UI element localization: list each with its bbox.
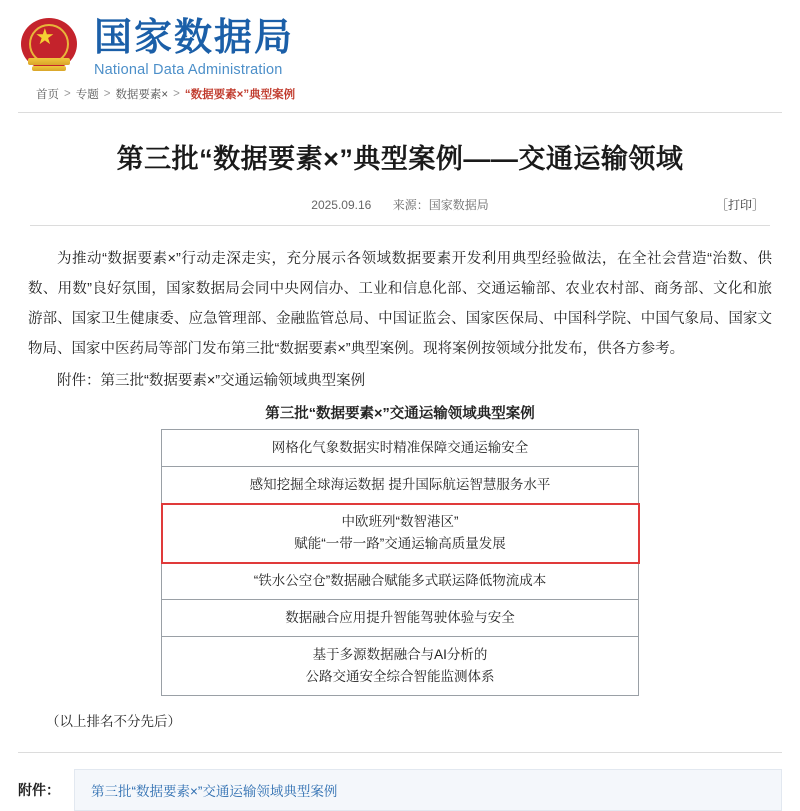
site-title-block bbox=[94, 10, 294, 78]
site-header bbox=[0, 0, 800, 78]
case-cell: “铁水公空仓”数据融合赋能多式联运降低物流成本 bbox=[162, 563, 639, 600]
publish-date: 2025.09.16 bbox=[311, 198, 372, 212]
attachment-section bbox=[0, 769, 800, 811]
article-body bbox=[28, 244, 772, 364]
table-row-highlighted[interactable] bbox=[162, 504, 639, 563]
article-attachment-line: 附件：第三批“数据要素×”交通运输领域典型案例 bbox=[57, 373, 366, 389]
breadcrumb-item-current: “数据要素×”典型案例 bbox=[184, 89, 296, 101]
case-cell bbox=[162, 637, 639, 696]
article-source: 来源：国家数据局 bbox=[392, 198, 489, 212]
table-row[interactable] bbox=[162, 600, 639, 637]
case-cell-line: 中欧班列“数智港区” bbox=[341, 514, 459, 529]
breadcrumb-separator: > bbox=[64, 88, 71, 100]
site-title-en: National Data Administration bbox=[94, 62, 283, 78]
site-title-cn: 国家数据局 bbox=[94, 17, 295, 59]
article bbox=[0, 137, 800, 730]
breadcrumb-item-topic[interactable]: 专题 bbox=[75, 89, 99, 101]
page-title: 第三批“数据要素×”典型案例——交通运输领域 bbox=[116, 144, 684, 174]
footer-divider bbox=[18, 752, 782, 753]
case-cell-line: 公路交通安全综合智能监测体系 bbox=[305, 669, 495, 684]
attachment-link[interactable]: 第三批“数据要素×”交通运输领域典型案例 bbox=[91, 784, 338, 799]
case-cell bbox=[162, 504, 639, 563]
case-table bbox=[161, 429, 639, 696]
table-title: 第三批“数据要素×”交通运输领域典型案例 bbox=[265, 406, 535, 422]
breadcrumb-item-data-element[interactable]: 数据要素× bbox=[115, 89, 169, 101]
attachment-label: 附件： bbox=[18, 782, 60, 798]
table-row[interactable] bbox=[162, 563, 639, 600]
case-cell: 数据融合应用提升智能驾驶体验与安全 bbox=[162, 600, 639, 637]
header-divider bbox=[18, 112, 782, 113]
article-meta bbox=[28, 196, 772, 213]
national-emblem-icon bbox=[18, 14, 80, 76]
meta-divider bbox=[30, 225, 770, 226]
ranking-note: （以上排名不分先后） bbox=[46, 714, 181, 729]
print-button[interactable]: ［打印］ bbox=[715, 198, 764, 212]
case-cell-line: 赋能“一带一路”交通运输高质量发展 bbox=[294, 536, 506, 551]
case-cell: 感知挖掘全球海运数据 提升国际航运智慧服务水平 bbox=[162, 467, 639, 504]
case-cell: 网格化气象数据实时精准保障交通运输安全 bbox=[162, 430, 639, 467]
table-row[interactable] bbox=[162, 430, 639, 467]
breadcrumb bbox=[36, 86, 800, 102]
attachment-box bbox=[74, 769, 782, 811]
table-row[interactable] bbox=[162, 637, 639, 696]
breadcrumb-separator: > bbox=[103, 88, 111, 100]
breadcrumb-item-home[interactable]: 首页 bbox=[36, 89, 59, 101]
article-paragraph: 为推动“数据要素×”行动走深走实，充分展示各领域数据要素开发利用典型经验做法，在全社会营造“治数、供数、用数”良好氛围，国家数据局会同中央网信办、工业和信息化部、交通运输部、农业农村部、商务部、文化和旅游部、国家卫生健康委、应急管理部、金融监管总局、中国证监会、国家医保局、中国科学院、中国气象局、国家文物局、国家中医药局等部门发布第三批“数据要素×”典型案例。现将案例按领域分批发布，供各方参考。 bbox=[28, 251, 772, 357]
table-row[interactable] bbox=[162, 467, 639, 504]
case-cell-line: 基于多源数据融合与AI分析的 bbox=[312, 647, 488, 662]
breadcrumb-separator: > bbox=[173, 88, 180, 100]
